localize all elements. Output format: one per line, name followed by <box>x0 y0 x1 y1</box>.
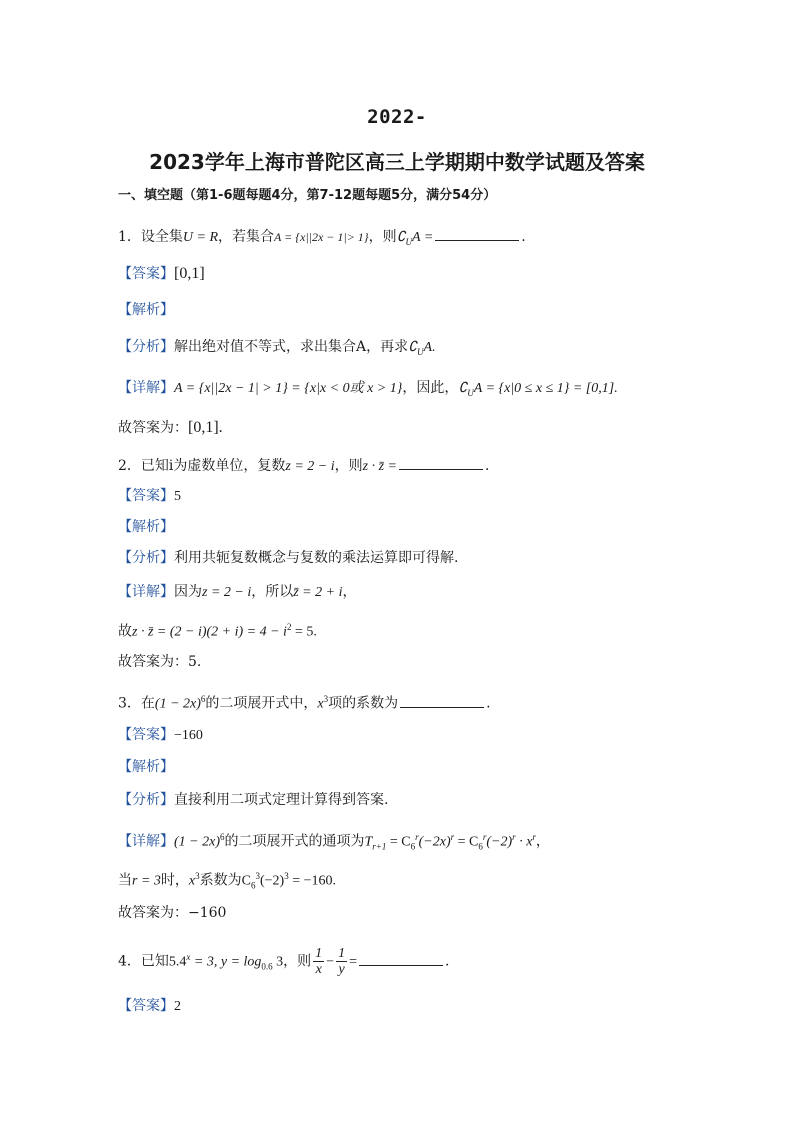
q3-detail-sup3: r <box>512 832 516 842</box>
q1-final: 故答案为： <box>118 420 188 436</box>
q2-line2-a: 故 <box>118 623 132 640</box>
q3-fenxi: 直接利用二项式定理计算得到答案. <box>174 792 389 808</box>
q2-answer: 5 <box>174 489 181 504</box>
q3-detail-c-sup: r <box>415 832 419 842</box>
q3-detail-c: = C <box>386 834 411 850</box>
q1-final-line <box>118 418 223 438</box>
q2-expr-z: z = 2 − i <box>285 459 335 474</box>
q3-line2-expr3: (−2) <box>259 873 285 889</box>
q1-detail-expr3: A = {x|0 ≤ x ≤ 1} = [0,1]. <box>473 381 618 396</box>
q3-line2-comb: C <box>241 873 251 889</box>
analysis-label: 【解析】 <box>118 759 174 775</box>
q3-line2-x3: x <box>188 873 196 889</box>
q2-fenxi-line <box>118 548 458 568</box>
q4-fraction-1 <box>313 946 324 977</box>
q4-stem: 4．已知$5.4^x = 3$, $y = \log_{0.6} 3$，则 $\frac{1}{x}$ − $\frac{1}{y}$ = . <box>118 946 450 977</box>
q1-stem: 1．设全集U = R，若集合A = {x||2x − 1|> 1}，则$∁_UA$ = . <box>118 226 526 252</box>
q3-fenxi-line <box>118 790 388 810</box>
q3-blank <box>400 693 484 708</box>
q3-detail-expr7: · x <box>515 834 533 850</box>
q1-complement-symbol: ∁ <box>396 230 406 245</box>
q1-final-val: [0,1]. <box>188 419 223 436</box>
q4-expr3: 3 <box>272 954 284 970</box>
answer-label: 【答案】 <box>118 266 174 282</box>
q3-stem: 3．在$(1 - 2x)^6$的二项展开式中，$x^3$项的系数为 . <box>118 694 491 712</box>
q1-fenxi-complement: ∁ <box>408 340 418 355</box>
q4-expr-sup: x <box>186 951 191 962</box>
q4-frac2-den: y <box>338 962 345 977</box>
q1-blank <box>435 226 519 241</box>
q3-detail-t: T <box>364 834 373 850</box>
q4-stem-a: 4．已知 <box>118 953 169 970</box>
q3-line2-c: 系数为 <box>199 872 242 889</box>
q2-detail-expr2: z̄ = 2 + i <box>293 585 343 600</box>
q2-stem: 2．已知i为虚数单位，复数z = 2 − i，则z · z̄ = . <box>118 455 489 477</box>
q3-line2-comb-sub: 6 <box>250 880 256 891</box>
q1-answer: [0,1] <box>174 265 205 282</box>
q3-detail-sup2: r <box>450 832 455 842</box>
q3-detail-c2: = C <box>454 834 479 850</box>
q3-detail-c2-sup: r <box>482 832 487 842</box>
answer-label: 【答案】 <box>118 998 174 1014</box>
q4-blank <box>359 951 443 966</box>
q1-expr-c2: A = <box>412 230 434 245</box>
q3-detail-expr4: (−2x) <box>418 834 451 850</box>
q2-blank <box>399 455 483 470</box>
q3-expr: (1 − 2x) <box>154 696 201 712</box>
fenxi-label: 【分析】 <box>118 339 174 355</box>
q2-final-line <box>118 652 201 672</box>
q4-eq: = <box>349 954 357 970</box>
fenxi-label: 【分析】 <box>118 792 174 808</box>
q1-detail-line: 【详解】A = {x||2x − 1| > 1} = {x|x < 0或 x > 1}，因此，$∁_UA = \{x|0 \le x \le 1\} = [0,1]$. <box>118 380 618 398</box>
analysis-label: 【解析】 <box>118 302 174 318</box>
title-line-2: 2023学年上海市普陀区高三上学期期中数学试题及答案 <box>149 150 645 174</box>
q2-final: 故答案为：5. <box>118 654 202 670</box>
q1-expr-u: U = R <box>182 230 219 245</box>
q3-line2-a: 当 <box>118 872 132 889</box>
q2-detail-line2 <box>118 617 317 643</box>
answer-label: 【答案】 <box>118 727 174 743</box>
q1-detail-mid: ，因此， <box>402 380 459 396</box>
q1-detail-expr: A = {x||2x − 1| > 1} = {x|x < 0或 x > 1} <box>174 381 403 396</box>
q2-detail-c: ， <box>342 584 357 600</box>
q3-detail-c2-sub: 6 <box>478 841 483 852</box>
q3-line2-comb-sup: 3 <box>255 871 260 881</box>
q3-expr-sup: 6 <box>200 694 206 704</box>
q4-frac1-den: x <box>315 962 322 977</box>
q1-analysis-line <box>118 300 174 320</box>
q4-frac2-num: 1 <box>338 946 346 961</box>
q4-minus: − <box>326 954 335 970</box>
fenxi-label: 【分析】 <box>118 550 174 566</box>
q3-detail-t-sub: r+1 <box>372 841 387 852</box>
q2-line2-expr: z · z̄ = (2 − i)(2 + i) = 4 − i <box>132 624 287 640</box>
q3-line2-end: = −160. <box>288 873 336 889</box>
q3-detail-line <box>118 827 550 856</box>
q4-answer: 2 <box>174 999 181 1014</box>
q3-line2-b: 时， <box>160 872 189 889</box>
q1-fenxi: 解出绝对值不等式，求出集合A，再求 <box>174 339 409 355</box>
q3-final: 故答案为：−160 <box>118 905 227 921</box>
q3-stem-a: 3．在 <box>118 695 155 712</box>
detail-label: 【详解】 <box>118 380 174 396</box>
q3-detail-sup: 6 <box>220 832 225 842</box>
q4-fraction-2 <box>336 946 347 977</box>
q1-expr-a: A = {x||2x − 1|> 1} <box>274 230 369 244</box>
q3-x3-sup: 3 <box>323 694 329 704</box>
q4-expr-sub: 0.6 <box>261 961 273 972</box>
q3-line2-sup: 3 <box>284 871 289 881</box>
q3-detail-end: ， <box>535 833 550 850</box>
q3-stem-b: 的二项展开式中， <box>205 695 318 712</box>
q2-stem-b: ，则 <box>334 458 363 474</box>
q2-fenxi: 利用共轭复数概念与复数的乘法运算即可得解. <box>174 550 459 566</box>
q3-detail-expr: (1 − 2x) <box>174 834 220 850</box>
q3-x3: x <box>317 696 324 712</box>
q3-answer: −160 <box>174 728 203 743</box>
section-heading: 一、填空题（第1-6题每题4分，第7-12题每题5分，满分54分） <box>118 188 497 203</box>
q3-detail-c-sub: 6 <box>410 841 416 852</box>
q3-detail-expr6: (−2) <box>486 834 513 850</box>
q2-line2-end: = 5. <box>291 624 317 640</box>
q4-expr2: = 3, y = log <box>190 954 262 970</box>
q2-detail-expr: z = 2 − i <box>202 585 252 600</box>
analysis-label: 【解析】 <box>118 519 174 535</box>
q2-analysis-line <box>118 517 174 537</box>
detail-label: 【详解】 <box>118 584 174 600</box>
q3-line2-expr: r = 3 <box>132 873 161 889</box>
q3-detail-sup4: r <box>532 832 536 842</box>
q3-detail-mid: 的二项展开式的通项为 <box>224 833 365 850</box>
title-line-1: 2022- <box>367 106 427 128</box>
q3-final-line <box>118 903 226 923</box>
q1-fenxi-line: 【分析】解出绝对值不等式，求出集合A，再求$∁_UA$. <box>118 339 436 357</box>
q2-expr-zz: z · z̄ = <box>362 459 397 474</box>
q1-fenxi-end: A. <box>423 340 436 355</box>
q1-stem-c: ，则 <box>368 229 397 245</box>
q2-detail-a: 因为 <box>174 584 202 600</box>
q4-expr: 5.4 <box>168 954 187 970</box>
q3-stem-c: 项的系数为 <box>328 695 399 712</box>
q2-line2-sup: 2 <box>286 622 292 632</box>
answer-label: 【答案】 <box>118 488 174 504</box>
q2-detail-line <box>118 582 356 603</box>
q3-line2-x3-sup: 3 <box>195 871 200 881</box>
detail-label: 【详解】 <box>118 833 174 850</box>
q1-stem-a: 1．设全集 <box>118 229 183 245</box>
q2-stem-a: 2．已知i为虚数单位，复数 <box>118 458 286 474</box>
q1-detail-complement: ∁ <box>458 381 468 396</box>
q2-answer-line <box>118 486 181 507</box>
q4-stem-b: ，则 <box>283 953 312 970</box>
q1-answer-line <box>118 264 205 284</box>
q2-detail-b: ，所以 <box>251 584 294 600</box>
q4-answer-line <box>118 996 181 1017</box>
q3-answer-line <box>118 725 203 746</box>
q1-stem-b: ，若集合 <box>218 229 275 245</box>
q4-frac1-num: 1 <box>315 946 323 961</box>
q3-detail-line2 <box>118 866 336 895</box>
q3-analysis-line <box>118 757 174 777</box>
